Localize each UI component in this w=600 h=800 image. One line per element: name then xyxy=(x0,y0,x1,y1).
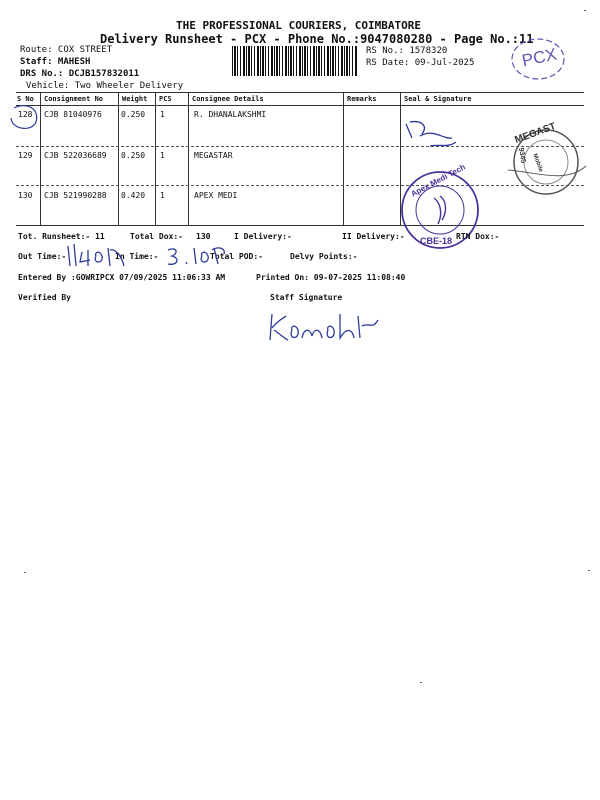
staff-signature-label: Staff Signature xyxy=(270,293,343,302)
megastar-seal-text: MEGAST xyxy=(513,121,558,146)
staff-signature xyxy=(266,310,386,346)
table-row-consignment: CJB 522036689 xyxy=(44,151,107,160)
table-row-sno: 129 xyxy=(18,151,33,160)
col-remarks: Remarks xyxy=(347,95,377,103)
table-row-consignment: CJB 81040976 xyxy=(44,110,102,119)
delvy-points: Delvy Points:- xyxy=(290,252,358,261)
apex-seal-bottom: CBE-18 xyxy=(420,236,453,246)
handwritten-in-time xyxy=(164,244,228,268)
staff-label: Staff: MAHESH xyxy=(20,57,91,67)
total-pod: Total POD:- xyxy=(210,252,263,261)
table-row-pcs: 1 xyxy=(160,110,165,119)
col-sno: S No xyxy=(17,95,34,103)
recipient-signature xyxy=(400,118,460,158)
col-consignment: Consignment No xyxy=(44,95,104,103)
i-delivery: I Delivery:- xyxy=(234,232,292,241)
company-title: THE PROFESSIONAL COURIERS, COIMBATORE xyxy=(176,19,422,32)
row-rule xyxy=(16,146,584,147)
table-row-consignee: R. DHANALAKSHMI xyxy=(194,110,267,119)
scan-speck xyxy=(584,10,586,11)
table-row-sno: 128 xyxy=(18,110,33,119)
verified-by: Verified By xyxy=(18,293,71,302)
route-label: Route: COX STREET xyxy=(20,45,113,55)
col-sep xyxy=(118,92,119,225)
drs-label: DRS No.: DCJB157832011 xyxy=(20,69,140,79)
table-row-weight: 0.420 xyxy=(121,191,146,200)
col-sep xyxy=(188,92,189,225)
rs-number: RS No.: 1578320 xyxy=(366,46,448,56)
barcode xyxy=(232,46,358,76)
rtn-dox: RTN Dox:- xyxy=(456,232,500,241)
table-top-rule xyxy=(16,92,584,93)
table-row-weight: 0.250 xyxy=(121,110,146,119)
in-time: In Time:- xyxy=(115,252,159,261)
runsheet-subtitle: Delivery Runsheet - PCX - Phone No.:9047080280 - Page No.:11 xyxy=(100,32,534,46)
table-header-rule xyxy=(16,105,584,106)
entered-by: Entered By :GOWRIPCX 07/09/2025 11:06:33 AM xyxy=(18,273,226,282)
row-rule xyxy=(16,185,584,186)
table-row-consignee: MEGASTAR xyxy=(194,151,233,160)
table-row-consignment: CJB 521990288 xyxy=(44,191,107,200)
pen-circle-mark xyxy=(8,102,42,132)
out-time: Out Time:- xyxy=(18,252,67,261)
table-row-pcs: 1 xyxy=(160,191,165,200)
scan-speck xyxy=(420,682,422,683)
printed-on: Printed On: 09-07-2025 11:08:40 xyxy=(256,273,406,282)
handwritten-out-time xyxy=(64,240,128,268)
table-row-pcs: 1 xyxy=(160,151,165,160)
scan-speck xyxy=(24,572,26,573)
col-sep xyxy=(155,92,156,225)
pcx-stamp-text: PCX xyxy=(520,44,559,71)
col-sep xyxy=(343,92,344,225)
col-consignee: Consignee Details xyxy=(192,95,264,103)
table-row-consignee: APEX MEDI xyxy=(194,191,238,200)
rs-date: RS Date: 09-Jul-2025 xyxy=(366,58,475,68)
total-dox-value: 130 xyxy=(196,232,211,241)
ii-delivery: II Delivery:- xyxy=(342,232,405,241)
table-row-sno: 130 xyxy=(18,191,33,200)
col-weight: Weight xyxy=(122,95,148,103)
megastar-seal-code: 9345 xyxy=(516,147,527,164)
tot-runsheet: Tot. Runsheet:- 11 xyxy=(18,232,105,241)
scan-speck xyxy=(588,570,590,571)
apex-seal-top: Apex Medi Tech xyxy=(409,162,467,199)
col-seal: Seal & Signature xyxy=(404,95,472,103)
table-bottom-rule xyxy=(16,225,584,226)
table-row-weight: 0.250 xyxy=(121,151,146,160)
vehicle-label: Vehicle: Two Wheeler Delivery xyxy=(26,81,184,91)
col-pcs: PCS xyxy=(159,95,172,103)
megastar-seal-inner: Mobile xyxy=(531,153,544,173)
total-dox-label: Total Dox:- xyxy=(130,232,183,241)
